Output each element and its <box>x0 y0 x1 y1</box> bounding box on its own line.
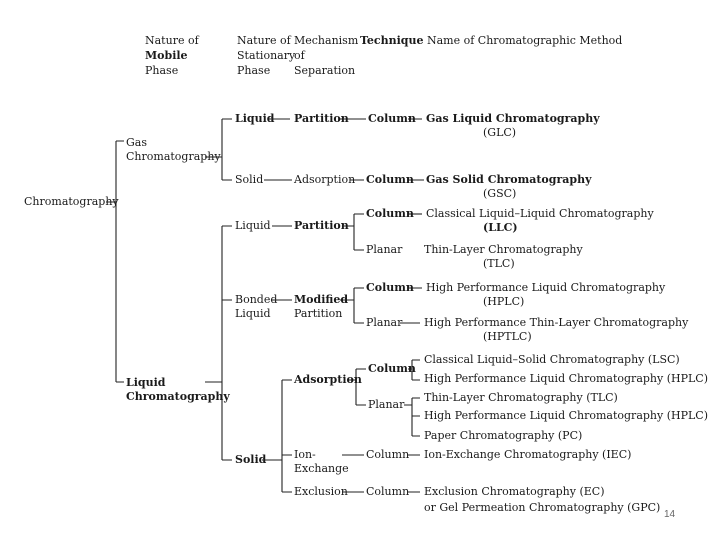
method-name: High Performance Liquid Chromatography <box>426 281 666 294</box>
header-mobile-line: Mobile <box>145 49 188 62</box>
method-hplc-2: High Performance Liquid Chromatography (HPLC) <box>424 372 709 385</box>
mechanism-modified-partition <box>294 293 348 321</box>
liquid-line: Liquid <box>126 376 166 389</box>
technique-column: Column <box>366 173 414 186</box>
method-tlc-2: Thin-Layer Chromatography (TLC) <box>424 391 618 404</box>
method-abbr: (HPTLC) <box>483 330 532 343</box>
stationary-gas-liquid: Liquid <box>235 112 275 125</box>
header-stationary-line: Nature of <box>237 34 291 47</box>
liquid-line: Chromatography <box>126 390 230 403</box>
stationary-liquid-liquid: Liquid <box>235 219 271 232</box>
method-name: Gas Solid Chromatography <box>426 173 592 186</box>
method-abbr: (HPLC) <box>483 295 525 308</box>
method-hplc <box>426 281 665 309</box>
stationary-gas-solid: Solid <box>235 173 264 186</box>
method-hplc-3: High Performance Liquid Chromatography (HPLC) <box>424 409 709 422</box>
header-method: Name of Chromatographic Method <box>427 34 623 47</box>
method-abbr: (GLC) <box>483 126 517 139</box>
liquid-chromatography <box>126 376 230 404</box>
technique-column: Column <box>366 485 410 498</box>
mechanism-partition-liquid: Partition <box>294 219 349 232</box>
mechanism-adsorption-solid: Adsorption <box>294 373 362 386</box>
method-name: Thin-Layer Chromatography <box>424 243 583 256</box>
method-hptlc <box>424 316 688 344</box>
page-number: 14 <box>664 509 676 520</box>
technique-column: Column <box>366 448 410 461</box>
modified-line: Modified <box>294 293 349 306</box>
method-glc <box>426 112 600 140</box>
technique-planar: Planar <box>368 398 405 411</box>
method-abbr: (GSC) <box>483 187 517 200</box>
method-ec: Exclusion Chromatography (EC) <box>424 485 605 498</box>
method-gpc: or Gel Permeation Chromatography (GPC) <box>424 501 661 514</box>
method-abbr: (TLC) <box>483 257 515 270</box>
method-gsc <box>426 173 591 201</box>
technique-column: Column <box>366 281 414 294</box>
gas-chromatography <box>126 136 221 164</box>
header-mechanism-line: of <box>294 49 305 62</box>
header-mobile-line: Phase <box>145 64 179 77</box>
mechanism-adsorption-gas: Adsorption <box>294 173 356 186</box>
header-mobile-line: Nature of <box>145 34 199 47</box>
modified-line: Partition <box>294 307 343 320</box>
technique-column: Column <box>368 112 416 125</box>
stationary-solid: Solid <box>235 453 267 466</box>
gas-line: Gas <box>126 136 147 149</box>
mechanism-partition-gas: Partition <box>294 112 349 125</box>
header-mechanism-line: Separation <box>294 64 356 77</box>
stationary-bonded-liquid <box>235 293 277 321</box>
method-name: Classical Liquid–Liquid Chromatography <box>426 207 654 220</box>
bonded-line: Liquid <box>235 307 271 320</box>
method-llc <box>426 207 654 235</box>
bonded-line: Bonded <box>235 293 278 306</box>
header-mechanism <box>294 33 358 78</box>
mechanism-exclusion: Exclusion <box>294 485 348 498</box>
technique-column: Column <box>366 207 414 220</box>
header-technique: Technique <box>360 34 424 47</box>
header-mechanism-line: Mechanism <box>294 34 359 47</box>
ion-line: Ion- <box>294 448 316 461</box>
method-pc: Paper Chromatography (PC) <box>424 429 583 442</box>
header-stationary-phase <box>237 33 295 78</box>
method-iec: Ion-Exchange Chromatography (IEC) <box>424 448 632 461</box>
method-lsc: Classical Liquid–Solid Chromatography (LSC) <box>424 353 680 366</box>
root-chromatography: Chromatography <box>24 195 119 208</box>
header-stationary-line: Phase <box>237 64 271 77</box>
technique-planar: Planar <box>366 316 403 329</box>
technique-planar: Planar <box>366 243 403 256</box>
technique-column: Column <box>368 362 416 375</box>
gas-line: Chromatography <box>126 150 221 163</box>
header-stationary-line: Stationary <box>237 49 296 62</box>
mechanism-ion-exchange <box>294 448 349 476</box>
method-name: High Performance Thin-Layer Chromatography <box>424 316 689 329</box>
header-mobile-phase <box>145 33 199 78</box>
method-abbr: (LLC) <box>483 221 518 234</box>
method-name: Gas Liquid Chromatography <box>426 112 600 125</box>
ion-line: Exchange <box>294 462 349 475</box>
method-tlc <box>424 243 583 271</box>
